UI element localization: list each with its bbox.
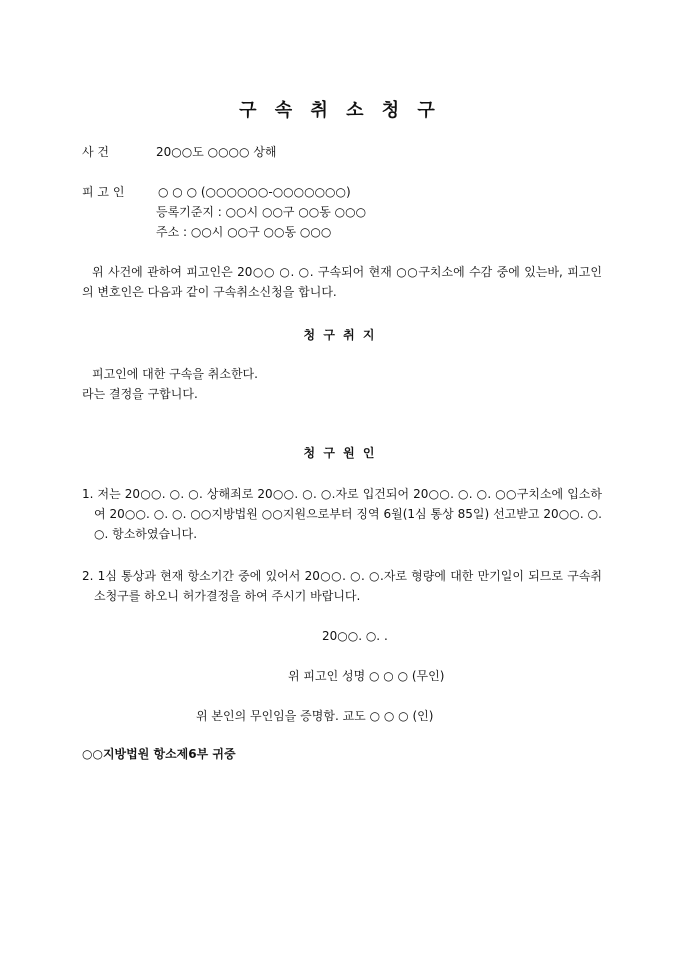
certification-line: 위 본인의 무인임을 증명함. 교도 ○ ○ ○ (인) [196,709,434,723]
document-title: 구 속 취 소 청 구 [239,100,441,121]
case-value: 20○○도 ○○○○ 상해 [156,145,277,159]
case-label: 사 건 [82,145,109,159]
defendant-address: 주소 : ○○시 ○○구 ○○동 ○○○ [156,225,332,239]
purpose-line-1: 피고인에 대한 구속을 취소한다. [92,367,258,381]
purpose-heading: 청 구 취 지 [303,328,377,342]
purpose-line-2: 라는 결정을 구합니다. [82,387,198,401]
document-date: 20○○. ○. . [322,629,388,643]
defendant-name-line: ○ ○ ○ (○○○○○○-○○○○○○○) [158,185,351,199]
court-addressee: ○○지방법원 항소제6부 귀중 [82,747,236,761]
reasons-heading: 청 구 원 인 [303,446,377,460]
defendant-signature: 위 피고인 성명 ○ ○ ○ (무인) [288,669,445,683]
reason-item-2: 2. 1심 통상과 현재 항소기간 중에 있어서 20○○. ○. ○.자로 형량에 대한 만기일이 되므로 구속취소청구를 하오니 허가결정을 하여 주시기 바랍니다. [82,569,602,603]
defendant-label: 피 고 인 [82,185,125,199]
registered-domicile: 등록기준지 : ○○시 ○○구 ○○동 ○○○ [156,205,367,219]
intro-paragraph: 위 사건에 관하여 피고인은 20○○ ○. ○. 구속되어 현재 ○○구치소에 수감 중에 있는바, 피고인의 변호인은 다음과 같이 구속취소신청을 합니다. [82,265,602,299]
reason-item-1: 1. 저는 20○○. ○. ○. 상해죄로 20○○. ○. ○.자로 입건되어 20○○. ○. ○. ○○구치소에 입소하여 20○○. ○. ○. ○○지방법원 ○○지원으로부터 징역 6월(1심 통상 85일) 선고받고 20○○. ○. ○. 항소하였습니다. [82,487,602,541]
